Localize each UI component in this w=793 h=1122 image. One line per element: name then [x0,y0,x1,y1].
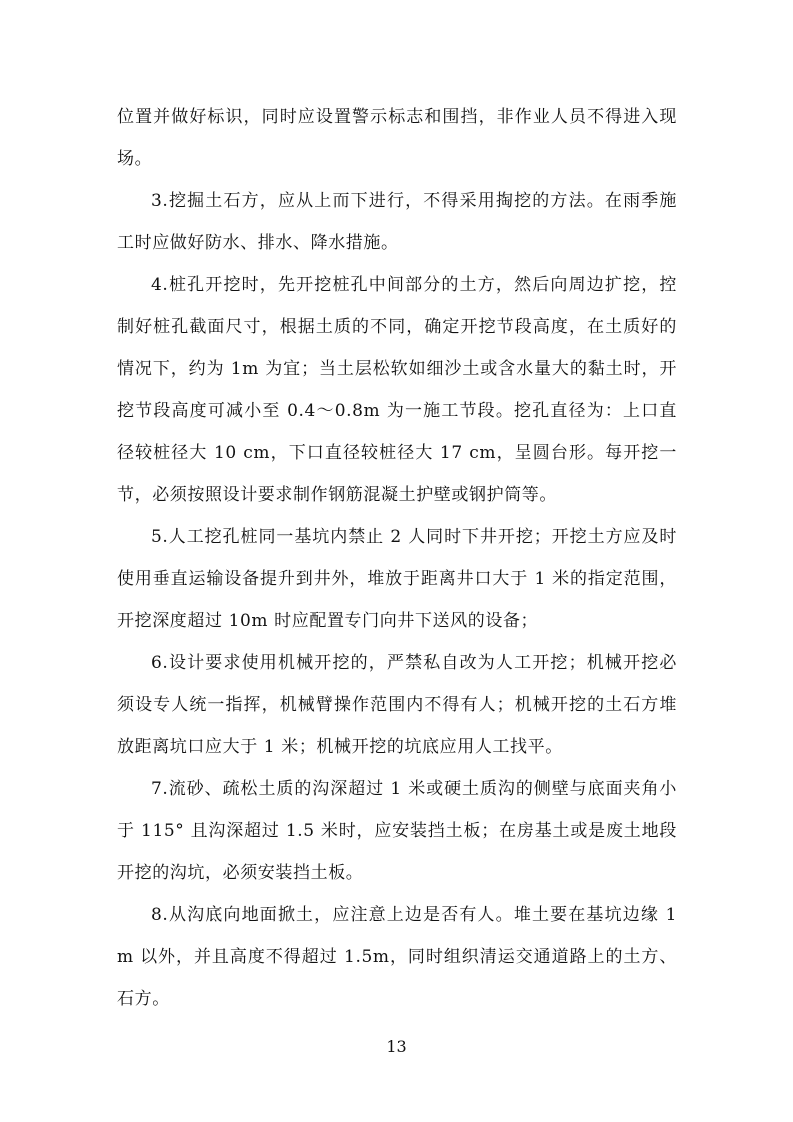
paragraph-item-3: 3.挖掘土石方，应从上而下进行，不得采用掏挖的方法。在雨季施工时应做好防水、排水、降水措施。 [117,191,677,253]
paragraph-item-6: 6.设计要求使用机械开挖的，严禁私自改为人工开挖；机械开挖必须设专人统一指挥，机械臂操作范围内不得有人；机械开挖的土石方堆放距离坑口应大于 1 米；机械开挖的坑底应用人工找平。 [117,653,677,757]
paragraph-item-4: 4.桩孔开挖时，先开挖桩孔中间部分的土方，然后向周边扩挖，控制好桩孔截面尺寸，根据土质的不同，确定开挖节段高度，在土质好的情况下，约为 1m 为宜；当土层松软如细沙土或含水量大的黏土时，开挖节段高度可减小至 0.4～0.8m 为一施工节段。挖孔直径为：上口直径较桩径大 10 cm，下口直径较桩径大 17 cm，呈圆台形。每开挖一节，必须按照设计要求制作钢筋混凝土护壁或钢护筒等。 [117,275,677,505]
body-text [117,96,677,1020]
paragraph-item-8: 8.从沟底向地面掀土，应注意上边是否有人。堆土要在基坑边缘 1m 以外，并且高度不得超过 1.5m，同时组织清运交通道路上的土方、石方。 [117,905,677,1009]
page-number: 13 [386,1037,407,1056]
paragraph-item-5: 5.人工挖孔桩同一基坑内禁止 2 人同时下井开挖；开挖土方应及时使用垂直运输设备提升到井外，堆放于距离井口大于 1 米的指定范围，开挖深度超过 10m 时应配置专门向井下送风的设备； [117,527,677,631]
paragraph-item-7: 7.流砂、疏松土质的沟深超过 1 米或硬土质沟的侧壁与底面夹角小于 115° 且沟深超过 1.5 米时，应安装挡土板；在房基土或是废土地段开挖的沟坑，必须安装挡土板。 [117,779,677,883]
paragraph-continuation: 位置并做好标识，同时应设置警示标志和围挡，非作业人员不得进入现场。 [117,107,677,169]
